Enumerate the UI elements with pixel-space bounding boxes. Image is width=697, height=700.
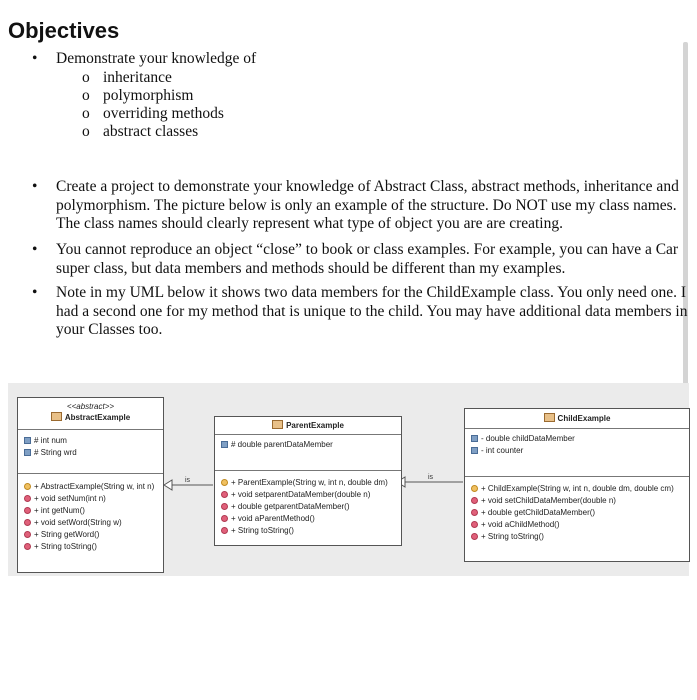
method-icon bbox=[24, 531, 31, 538]
method-row: + String getWord() bbox=[18, 529, 163, 541]
parent-class-box bbox=[214, 416, 402, 546]
method-row: + double getChildDataMember() bbox=[465, 507, 689, 519]
instruction-text: You cannot reproduce an object “close” to book or class examples. For example, you can have a Car super class, but data members and methods should be different than my examples. bbox=[56, 241, 679, 277]
relation-label: is bbox=[428, 474, 434, 481]
stereotype-label: <<abstract>> bbox=[66, 402, 115, 411]
method-row: + void aChildMethod() bbox=[465, 519, 689, 531]
method-icon bbox=[24, 543, 31, 550]
class-name: ParentExample bbox=[286, 421, 344, 430]
method-icon bbox=[221, 515, 228, 522]
relation-label: is bbox=[185, 477, 191, 484]
method-row: + ChildExample(String w, int n, double dm, double cm) bbox=[465, 483, 689, 495]
field-row: - double childDataMember bbox=[465, 433, 689, 445]
method-row: + void setNum(int n) bbox=[18, 493, 163, 505]
method-row: + AbstractExample(String w, int n) bbox=[18, 481, 163, 493]
method-row: + void setWord(String w) bbox=[18, 517, 163, 529]
method-icon bbox=[471, 521, 478, 528]
method-icon bbox=[24, 519, 31, 526]
method-icon bbox=[471, 497, 478, 504]
class-name: ChildExample bbox=[557, 414, 611, 423]
class-icon bbox=[544, 413, 555, 422]
class-name: AbstractExample bbox=[64, 413, 131, 422]
page-title: Objectives bbox=[8, 18, 120, 43]
constructor-icon bbox=[221, 479, 228, 486]
abstract-class-box bbox=[17, 397, 164, 573]
field-row: # String wrd bbox=[18, 447, 163, 459]
constructor-icon bbox=[471, 485, 478, 492]
field-icon bbox=[24, 437, 31, 444]
method-icon bbox=[221, 503, 228, 510]
method-icon bbox=[221, 491, 228, 498]
field-icon bbox=[471, 447, 478, 454]
objective-intro: Demonstrate your knowledge of bbox=[56, 50, 257, 67]
method-row: + String toString() bbox=[465, 531, 689, 543]
class-icon bbox=[272, 420, 283, 429]
method-row: + ParentExample(String w, int n, double dm) bbox=[215, 477, 401, 489]
method-icon bbox=[221, 527, 228, 534]
field-icon bbox=[221, 441, 228, 448]
field-row: - int counter bbox=[465, 445, 689, 457]
method-icon bbox=[471, 509, 478, 516]
method-icon bbox=[24, 507, 31, 514]
field-row: # int num bbox=[18, 435, 163, 447]
method-row: + double getparentDataMember() bbox=[215, 501, 401, 513]
method-row: + String toString() bbox=[215, 525, 401, 537]
method-row: + void setChildDataMember(double n) bbox=[465, 495, 689, 507]
method-icon bbox=[471, 533, 478, 540]
child-class-box bbox=[464, 408, 690, 562]
method-row: + int getNum() bbox=[18, 505, 163, 517]
method-row: + void aParentMethod() bbox=[215, 513, 401, 525]
inheritance-arrowhead bbox=[164, 480, 172, 490]
field-row: # double parentDataMember bbox=[215, 439, 401, 451]
instruction-text: Create a project to demonstrate your knowledge of Abstract Class, abstract methods, inheritance and polymorphism. The picture below is only an example of the structure. Do NOT use my class names. The class names should clearly represent what type of object you are are creating. bbox=[56, 178, 679, 232]
class-icon bbox=[51, 412, 62, 421]
constructor-icon bbox=[24, 483, 31, 490]
method-icon bbox=[24, 495, 31, 502]
method-row: + void setparentDataMember(double n) bbox=[215, 489, 401, 501]
field-icon bbox=[471, 435, 478, 442]
method-row: + String toString() bbox=[18, 541, 163, 553]
field-icon bbox=[24, 449, 31, 456]
uml-diagram bbox=[8, 383, 689, 576]
instruction-text: Note in my UML below it shows two data members for the ChildExample class. You only need one. I had a second one for my method that is unique to the child. You may have additional data members in your Classes too. bbox=[56, 284, 688, 338]
